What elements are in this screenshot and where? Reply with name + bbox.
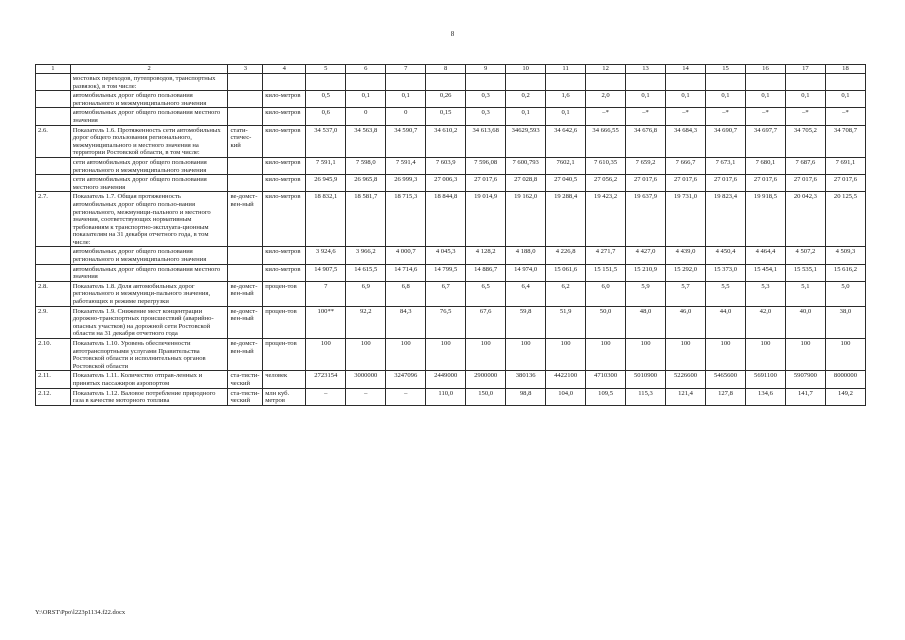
indicator-name-cell: Показатель 1.12. Валовое потребление природного газа в качестве моторного топлива xyxy=(70,388,228,405)
year-value-cell: 134,6 xyxy=(745,388,785,405)
year-value-cell: 6,9 xyxy=(346,281,386,306)
year-value-cell: –* xyxy=(586,108,626,125)
year-value-cell: 0,3 xyxy=(466,91,506,108)
year-value-cell: 27 017,6 xyxy=(666,175,706,192)
data-source-cell: стати-стичес-кий xyxy=(228,125,263,157)
table-row xyxy=(36,74,866,91)
data-source-cell: ста-тисти-ческий xyxy=(228,388,263,405)
year-value-cell: 0,1 xyxy=(546,108,586,125)
year-value-cell: 4 464,4 xyxy=(745,247,785,264)
column-number-row xyxy=(36,65,866,74)
row-number-cell xyxy=(36,157,71,174)
year-value-cell: 46,0 xyxy=(666,306,706,338)
year-value-cell: 5,1 xyxy=(785,281,825,306)
year-value-cell: 0,1 xyxy=(386,91,426,108)
year-value-cell: 27 017,6 xyxy=(626,175,666,192)
year-value-cell: 0 xyxy=(386,108,426,125)
year-value-cell: 7 666,7 xyxy=(666,157,706,174)
year-value-cell: 115,3 xyxy=(626,388,666,405)
year-value-cell: 34 537,0 xyxy=(306,125,346,157)
table-row xyxy=(36,339,866,371)
year-value-cell: – xyxy=(346,388,386,405)
row-number-cell xyxy=(36,264,71,281)
year-value-cell: 2,0 xyxy=(586,91,626,108)
year-value-cell: 104,0 xyxy=(546,388,586,405)
year-value-cell: 4 427,0 xyxy=(626,247,666,264)
year-value-cell: 0,3 xyxy=(466,108,506,125)
year-value-cell: 100 xyxy=(466,339,506,371)
year-value-cell xyxy=(745,74,785,91)
data-source-cell xyxy=(228,264,263,281)
year-value-cell: 7 691,1 xyxy=(825,157,865,174)
year-value-cell: 34 705,2 xyxy=(785,125,825,157)
year-value-cell: 15 061,6 xyxy=(546,264,586,281)
column-number: 1 xyxy=(36,65,71,74)
column-number: 11 xyxy=(546,65,586,74)
year-value-cell: 5,9 xyxy=(626,281,666,306)
year-value-cell: 6,4 xyxy=(506,281,546,306)
unit-cell: кило-метров xyxy=(263,192,306,247)
year-value-cell: 2449000 xyxy=(426,371,466,388)
year-value-cell: 4 226,8 xyxy=(546,247,586,264)
column-number: 17 xyxy=(785,65,825,74)
year-value-cell: 0,2 xyxy=(506,91,546,108)
year-value-cell: 34 684,3 xyxy=(666,125,706,157)
year-value-cell: 4 128,2 xyxy=(466,247,506,264)
year-value-cell: –* xyxy=(666,108,706,125)
year-value-cell: 92,2 xyxy=(346,306,386,338)
year-value-cell: 3 966,2 xyxy=(346,247,386,264)
unit-cell: кило-метров xyxy=(263,157,306,174)
year-value-cell: 19 423,2 xyxy=(586,192,626,247)
year-value-cell: 100 xyxy=(706,339,746,371)
year-value-cell: 4422100 xyxy=(546,371,586,388)
year-value-cell: 7 591,4 xyxy=(386,157,426,174)
year-value-cell: 6,0 xyxy=(586,281,626,306)
year-value-cell: 19 918,5 xyxy=(745,192,785,247)
row-number-cell: 2.7. xyxy=(36,192,71,247)
year-value-cell: 42,0 xyxy=(745,306,785,338)
year-value-cell: 100 xyxy=(386,339,426,371)
year-value-cell: – xyxy=(386,388,426,405)
column-number: 5 xyxy=(306,65,346,74)
year-value-cell: 19 288,4 xyxy=(546,192,586,247)
year-value-cell: 100 xyxy=(346,339,386,371)
year-value-cell: 18 832,1 xyxy=(306,192,346,247)
year-value-cell: 34 590,7 xyxy=(386,125,426,157)
year-value-cell: 7 659,2 xyxy=(626,157,666,174)
year-value-cell: 3247096 xyxy=(386,371,426,388)
year-value-cell: 34 676,8 xyxy=(626,125,666,157)
year-value-cell: 15 210,9 xyxy=(626,264,666,281)
year-value-cell: 6,8 xyxy=(386,281,426,306)
row-number-cell xyxy=(36,247,71,264)
year-value-cell: 7 680,1 xyxy=(745,157,785,174)
table-row xyxy=(36,388,866,405)
year-value-cell: 8000000 xyxy=(825,371,865,388)
year-value-cell: 7 603,9 xyxy=(426,157,466,174)
year-value-cell: 34 690,7 xyxy=(706,125,746,157)
unit-cell: процен-тов xyxy=(263,339,306,371)
year-value-cell: 0,1 xyxy=(346,91,386,108)
year-value-cell: 0,1 xyxy=(626,91,666,108)
year-value-cell: 19 823,4 xyxy=(706,192,746,247)
year-value-cell: 19 637,9 xyxy=(626,192,666,247)
year-value-cell: 98,8 xyxy=(506,388,546,405)
table-row xyxy=(36,157,866,174)
column-number: 8 xyxy=(426,65,466,74)
year-value-cell: 110,0 xyxy=(426,388,466,405)
indicator-name-cell: Показатель 1.11. Количество отправ-ленных и принятых пассажиров аэропортом xyxy=(70,371,228,388)
year-value-cell: 150,0 xyxy=(466,388,506,405)
file-path-footer: Y:\ORST\Ppo\l223p1134.f22.docx xyxy=(35,609,126,616)
year-value-cell: 100 xyxy=(666,339,706,371)
table-row xyxy=(36,264,866,281)
year-value-cell: 15 373,0 xyxy=(706,264,746,281)
year-value-cell: 4 439,0 xyxy=(666,247,706,264)
table-row xyxy=(36,371,866,388)
year-value-cell: 84,3 xyxy=(386,306,426,338)
year-value-cell: 7 598,0 xyxy=(346,157,386,174)
year-value-cell: 34 613,68 xyxy=(466,125,506,157)
year-value-cell xyxy=(626,74,666,91)
year-value-cell: 380136 xyxy=(506,371,546,388)
year-value-cell: 34 642,6 xyxy=(546,125,586,157)
year-value-cell: 4 271,7 xyxy=(586,247,626,264)
indicator-name-cell: Показатель 1.6. Протяженность сети автомобильных дорог общего пользования регионального, межмуниципального и местного значения на территории Ростовской области, в том числе: xyxy=(70,125,228,157)
column-number: 14 xyxy=(666,65,706,74)
indicator-name-cell: автомобильных дорог общего пользования регионального и межмуниципального значения xyxy=(70,247,228,264)
year-value-cell xyxy=(586,74,626,91)
year-value-cell: 0,6 xyxy=(306,108,346,125)
data-source-cell: ве-домст-вен-ный xyxy=(228,339,263,371)
row-number-cell: 2.10. xyxy=(36,339,71,371)
year-value-cell: 0,26 xyxy=(426,91,466,108)
year-value-cell: 67,6 xyxy=(466,306,506,338)
year-value-cell: 15 535,1 xyxy=(785,264,825,281)
year-value-cell: 18 844,8 xyxy=(426,192,466,247)
year-value-cell: –* xyxy=(626,108,666,125)
year-value-cell: 4710300 xyxy=(586,371,626,388)
year-value-cell: 27 056,2 xyxy=(586,175,626,192)
column-number: 15 xyxy=(706,65,746,74)
unit-cell: процен-тов xyxy=(263,306,306,338)
year-value-cell: 5226600 xyxy=(666,371,706,388)
year-value-cell: 59,8 xyxy=(506,306,546,338)
indicator-name-cell: автомобильных дорог общего пользования местного значения xyxy=(70,108,228,125)
year-value-cell xyxy=(706,74,746,91)
column-number: 7 xyxy=(386,65,426,74)
indicator-name-cell: Показатель 1.7. Общая протяженность автомобильных дорог общего пользо-вания регионального, межмуници-пального и местного значения, соответствующих нормативным требованиям к транспортно-эксплуата-ционным показателям на 31 декабря отчетного года, в том числе: xyxy=(70,192,228,247)
column-number: 2 xyxy=(70,65,228,74)
year-value-cell: 51,9 xyxy=(546,306,586,338)
data-source-cell xyxy=(228,175,263,192)
year-value-cell: 7 687,6 xyxy=(785,157,825,174)
data-source-cell xyxy=(228,91,263,108)
year-value-cell: 7 610,35 xyxy=(586,157,626,174)
year-value-cell: 48,0 xyxy=(626,306,666,338)
unit-cell: кило-метров xyxy=(263,264,306,281)
indicator-name-cell: сети автомобильных дорог общего пользования регионального и межмуниципального значения xyxy=(70,157,228,174)
year-value-cell: 149,2 xyxy=(825,388,865,405)
year-value-cell xyxy=(666,74,706,91)
year-value-cell: 38,0 xyxy=(825,306,865,338)
data-source-cell xyxy=(228,157,263,174)
year-value-cell: 100 xyxy=(306,339,346,371)
data-source-cell: ста-тисти-ческий xyxy=(228,371,263,388)
year-value-cell: 0,1 xyxy=(825,91,865,108)
year-value-cell: 100 xyxy=(825,339,865,371)
year-value-cell: 5,0 xyxy=(825,281,865,306)
data-source-cell xyxy=(228,108,263,125)
unit-cell: кило-метров xyxy=(263,247,306,264)
year-value-cell: 100 xyxy=(745,339,785,371)
unit-cell xyxy=(263,74,306,91)
year-value-cell: 7 600,793 xyxy=(506,157,546,174)
data-source-cell: ве-домст-вен-ный xyxy=(228,306,263,338)
column-number: 12 xyxy=(586,65,626,74)
table-row xyxy=(36,281,866,306)
unit-cell: кило-метров xyxy=(263,175,306,192)
year-value-cell: 7 673,1 xyxy=(706,157,746,174)
indicator-table xyxy=(35,64,866,406)
year-value-cell: 34 697,7 xyxy=(745,125,785,157)
year-value-cell: 100** xyxy=(306,306,346,338)
row-number-cell: 2.9. xyxy=(36,306,71,338)
column-number: 3 xyxy=(228,65,263,74)
unit-cell: кило-метров xyxy=(263,91,306,108)
year-value-cell: 14 799,5 xyxy=(426,264,466,281)
data-source-cell: ве-домст-вен-ный xyxy=(228,192,263,247)
year-value-cell: 121,4 xyxy=(666,388,706,405)
row-number-cell: 2.8. xyxy=(36,281,71,306)
year-value-cell: 5,3 xyxy=(745,281,785,306)
year-value-cell: 0,1 xyxy=(506,108,546,125)
year-value-cell: 26 999,3 xyxy=(386,175,426,192)
year-value-cell: 27 040,5 xyxy=(546,175,586,192)
year-value-cell: 1,6 xyxy=(546,91,586,108)
year-value-cell: 127,8 xyxy=(706,388,746,405)
year-value-cell: 4 045,3 xyxy=(426,247,466,264)
year-value-cell: –* xyxy=(745,108,785,125)
unit-cell: человек xyxy=(263,371,306,388)
year-value-cell: 100 xyxy=(546,339,586,371)
table-row xyxy=(36,247,866,264)
row-number-cell: 2.11. xyxy=(36,371,71,388)
indicator-name-cell: автомобильных дорог общего пользования местного значения xyxy=(70,264,228,281)
year-value-cell: 5907900 xyxy=(785,371,825,388)
unit-cell: процен-тов xyxy=(263,281,306,306)
data-source-cell xyxy=(228,247,263,264)
year-value-cell: 34 610,2 xyxy=(426,125,466,157)
year-value-cell xyxy=(785,74,825,91)
table-row xyxy=(36,125,866,157)
indicator-name-cell: Показатель 1.9. Снижение мест концентрации дорожно-транспортных происшествий (аварийно-опасных участков) на дорожной сети Ростовской области на 31 декабря отчетного года xyxy=(70,306,228,338)
column-number: 9 xyxy=(466,65,506,74)
year-value-cell: 27 006,3 xyxy=(426,175,466,192)
unit-cell: кило-метров xyxy=(263,108,306,125)
year-value-cell xyxy=(825,74,865,91)
year-value-cell: 14 615,5 xyxy=(346,264,386,281)
year-value-cell: – xyxy=(306,388,346,405)
year-value-cell: 27 017,6 xyxy=(785,175,825,192)
year-value-cell: 6,7 xyxy=(426,281,466,306)
year-value-cell: 4 509,3 xyxy=(825,247,865,264)
year-value-cell: 5,7 xyxy=(666,281,706,306)
year-value-cell: 27 017,6 xyxy=(706,175,746,192)
row-number-cell: 2.6. xyxy=(36,125,71,157)
indicator-name-cell: Показатель 1.10. Уровень обеспеченности автотранспортными услугами Правительства Ростовской области и исполнительных органов Ростовской области xyxy=(70,339,228,371)
year-value-cell: 19 731,0 xyxy=(666,192,706,247)
year-value-cell: 34 708,7 xyxy=(825,125,865,157)
year-value-cell: 7 591,1 xyxy=(306,157,346,174)
column-number: 4 xyxy=(263,65,306,74)
table-row xyxy=(36,108,866,125)
year-value-cell: 100 xyxy=(506,339,546,371)
year-value-cell: 141,7 xyxy=(785,388,825,405)
indicator-name-cell: Показатель 1.8. Доля автомобильных дорог регионального и межмуници-пального значения, работающих в режиме перегрузки xyxy=(70,281,228,306)
data-source-cell: ве-домст-вен-ный xyxy=(228,281,263,306)
year-value-cell: 44,0 xyxy=(706,306,746,338)
year-value-cell: 4 450,4 xyxy=(706,247,746,264)
table-row xyxy=(36,91,866,108)
row-number-cell: 2.12. xyxy=(36,388,71,405)
year-value-cell: 34 563,8 xyxy=(346,125,386,157)
row-number-cell xyxy=(36,91,71,108)
year-value-cell: 14 714,6 xyxy=(386,264,426,281)
year-value-cell: 4 188,0 xyxy=(506,247,546,264)
column-number: 6 xyxy=(346,65,386,74)
year-value-cell: 15 454,1 xyxy=(745,264,785,281)
year-value-cell xyxy=(546,74,586,91)
year-value-cell: 6,5 xyxy=(466,281,506,306)
year-value-cell: 6,2 xyxy=(546,281,586,306)
page-number: 8 xyxy=(450,30,455,38)
year-value-cell: 100 xyxy=(586,339,626,371)
year-value-cell: 0,1 xyxy=(706,91,746,108)
unit-cell: млн куб. метров xyxy=(263,388,306,405)
year-value-cell: 19 162,0 xyxy=(506,192,546,247)
year-value-cell: 20 042,3 xyxy=(785,192,825,247)
year-value-cell: 4 507,2 xyxy=(785,247,825,264)
year-value-cell: 3 924,6 xyxy=(306,247,346,264)
year-value-cell: 5,5 xyxy=(706,281,746,306)
indicator-name-cell: мостовых переходов, путепроводов, транспортных развязок), в том числе: xyxy=(70,74,228,91)
year-value-cell: 14 907,5 xyxy=(306,264,346,281)
row-number-cell xyxy=(36,108,71,125)
year-value-cell xyxy=(386,74,426,91)
data-source-cell xyxy=(228,74,263,91)
year-value-cell: 0,1 xyxy=(666,91,706,108)
indicator-name-cell: автомобильных дорог общего пользования регионального и межмуниципального значения xyxy=(70,91,228,108)
year-value-cell: 0,1 xyxy=(785,91,825,108)
table-row xyxy=(36,306,866,338)
column-number: 16 xyxy=(745,65,785,74)
year-value-cell: 18 715,3 xyxy=(386,192,426,247)
year-value-cell: 2723154 xyxy=(306,371,346,388)
column-number: 10 xyxy=(506,65,546,74)
indicator-name-cell: сети автомобильных дорог общего пользования местного значения xyxy=(70,175,228,192)
year-value-cell: 40,0 xyxy=(785,306,825,338)
year-value-cell: 5010900 xyxy=(626,371,666,388)
year-value-cell: 5465600 xyxy=(706,371,746,388)
row-number-cell xyxy=(36,74,71,91)
year-value-cell: 20 125,5 xyxy=(825,192,865,247)
year-value-cell xyxy=(506,74,546,91)
year-value-cell xyxy=(426,74,466,91)
year-value-cell xyxy=(466,74,506,91)
year-value-cell: 2900000 xyxy=(466,371,506,388)
year-value-cell: 7602,1 xyxy=(546,157,586,174)
row-number-cell xyxy=(36,175,71,192)
year-value-cell: 109,5 xyxy=(586,388,626,405)
table-row xyxy=(36,175,866,192)
year-value-cell: 26 945,9 xyxy=(306,175,346,192)
year-value-cell: –* xyxy=(785,108,825,125)
year-value-cell: 0 xyxy=(346,108,386,125)
table-row xyxy=(36,192,866,247)
year-value-cell: 27 017,6 xyxy=(825,175,865,192)
year-value-cell xyxy=(346,74,386,91)
year-value-cell: 50,0 xyxy=(586,306,626,338)
unit-cell: кило-метров xyxy=(263,125,306,157)
year-value-cell: 100 xyxy=(426,339,466,371)
year-value-cell: 100 xyxy=(626,339,666,371)
column-number: 13 xyxy=(626,65,666,74)
year-value-cell: 0,5 xyxy=(306,91,346,108)
year-value-cell: 7 xyxy=(306,281,346,306)
year-value-cell: 7 596,08 xyxy=(466,157,506,174)
year-value-cell: 27 017,6 xyxy=(466,175,506,192)
year-value-cell: 3000000 xyxy=(346,371,386,388)
year-value-cell: 34629,593 xyxy=(506,125,546,157)
year-value-cell: 100 xyxy=(785,339,825,371)
year-value-cell: 0,1 xyxy=(745,91,785,108)
year-value-cell: 15 616,2 xyxy=(825,264,865,281)
year-value-cell: 26 965,8 xyxy=(346,175,386,192)
year-value-cell: 19 014,9 xyxy=(466,192,506,247)
year-value-cell xyxy=(306,74,346,91)
year-value-cell: 14 886,7 xyxy=(466,264,506,281)
year-value-cell: 27 017,6 xyxy=(745,175,785,192)
year-value-cell: 27 028,8 xyxy=(506,175,546,192)
year-value-cell: 14 974,0 xyxy=(506,264,546,281)
year-value-cell: 15 151,5 xyxy=(586,264,626,281)
year-value-cell: 34 666,55 xyxy=(586,125,626,157)
year-value-cell: 5691100 xyxy=(745,371,785,388)
year-value-cell: 4 000,7 xyxy=(386,247,426,264)
year-value-cell: 0,15 xyxy=(426,108,466,125)
year-value-cell: –* xyxy=(706,108,746,125)
year-value-cell: 76,5 xyxy=(426,306,466,338)
year-value-cell: 15 292,0 xyxy=(666,264,706,281)
column-number: 18 xyxy=(825,65,865,74)
year-value-cell: 18 581,7 xyxy=(346,192,386,247)
year-value-cell: –* xyxy=(825,108,865,125)
